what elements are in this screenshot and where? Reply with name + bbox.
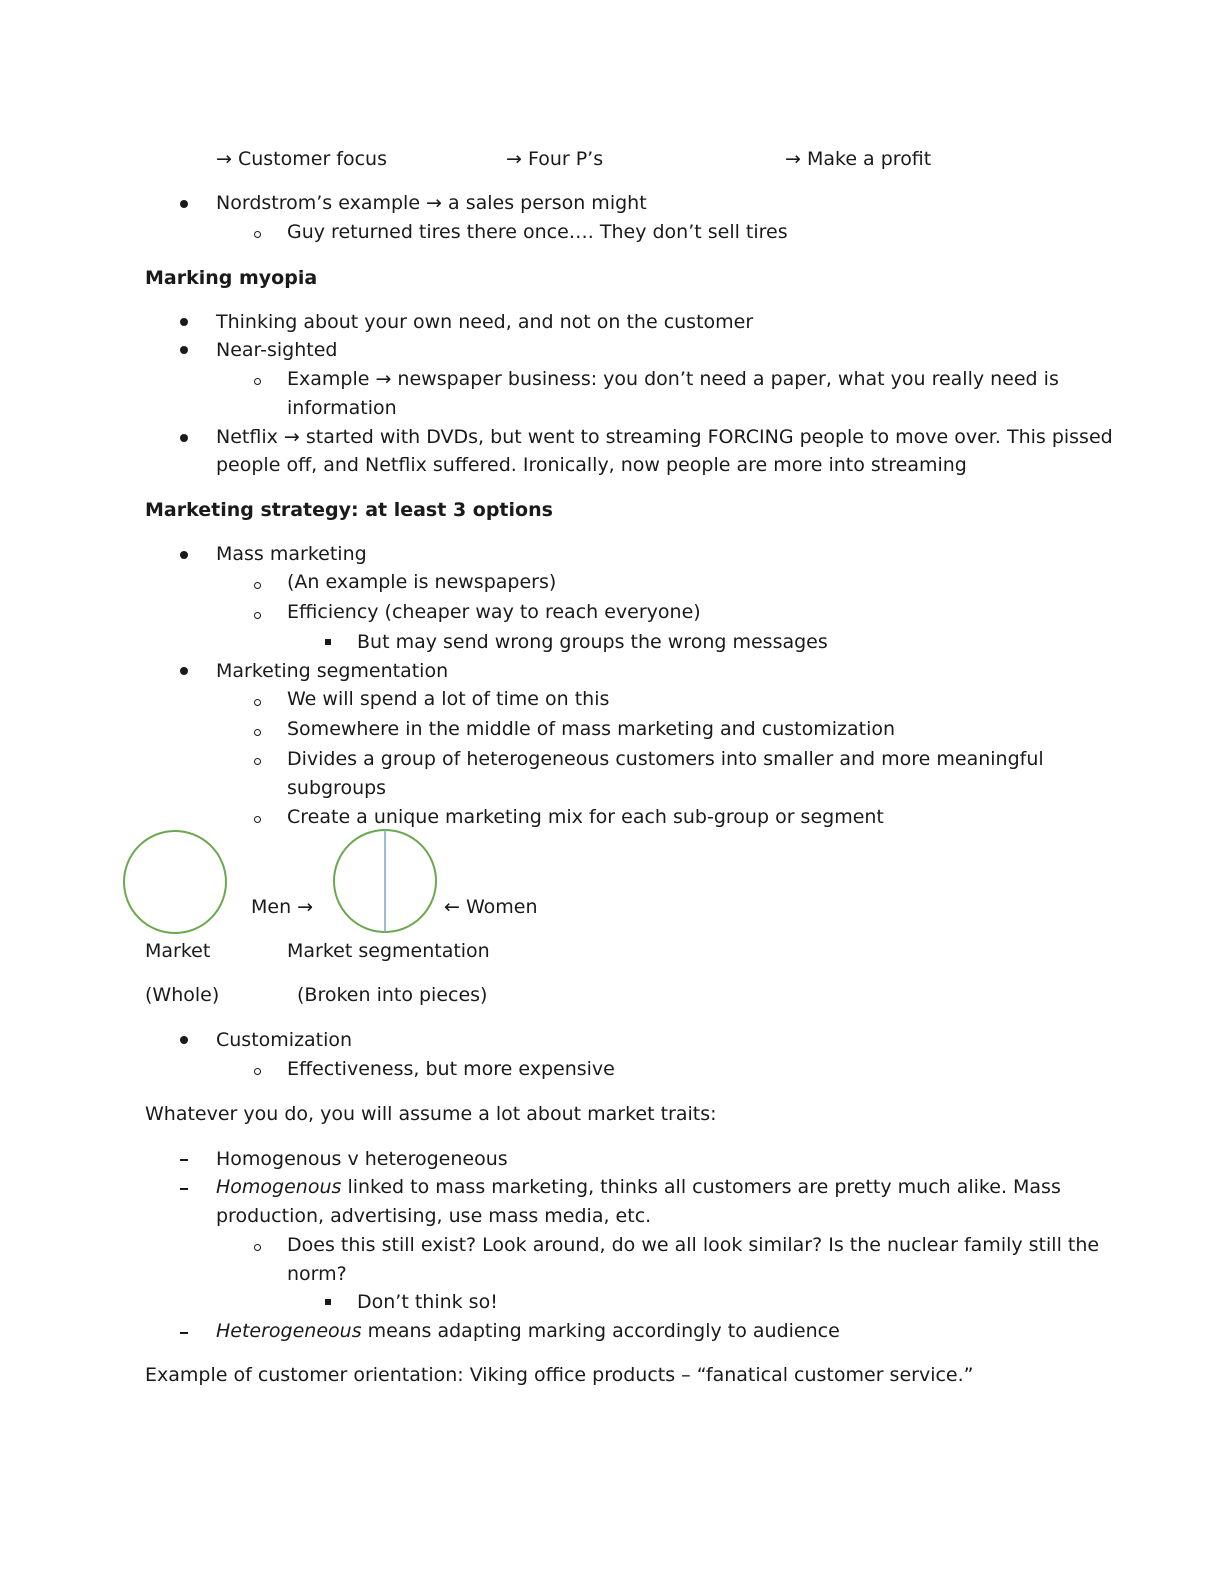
example-line: Example of customer orientation: Viking office products – “fanatical customer service.” [145,1364,974,1386]
women-label: ← Women [444,896,538,918]
header-four-ps: → Four P’s [506,148,604,170]
traits-d1: Homogenous v heterogeneous [216,1148,508,1170]
dash-bullet-icon [180,1188,188,1190]
strategy-seg: Marketing segmentation [216,660,449,682]
dash-bullet-icon [180,1332,188,1334]
nordstrom-bullet: Nordstrom’s example → a sales person might [216,192,647,214]
circle-bullet-icon [254,1068,261,1075]
traits-intro: Whatever you do, you will assume a lot about market traits: [145,1103,717,1125]
strategy-seg-sub4: Create a unique marketing mix for each sub-group or segment [287,806,884,828]
strategy-mass-sub1: (An example is newspapers) [287,571,557,593]
myopia-heading: Marking myopia [145,267,318,289]
custom-bullet: Customization [216,1029,353,1051]
segmentation-label: Market segmentation [287,940,490,962]
strategy-seg-sub3-l1: Divides a group of heterogeneous customers into smaller and more meaningful [287,748,1044,770]
custom-sub: Effectiveness, but more expensive [287,1058,615,1080]
men-label: Men → [251,896,314,918]
traits-d3-rest: means adapting marking accordingly to audience [361,1320,840,1342]
header-customer-focus: → Customer focus [216,148,387,170]
traits-d2-rest: linked to mass marketing, thinks all customers are pretty much alike. Mass [341,1176,1061,1198]
myopia-b3-l2: people off, and Netflix suffered. Ironically, now people are more into streaming [216,454,967,476]
header-make-profit: → Make a profit [785,148,932,170]
myopia-b2: Near-sighted [216,339,338,361]
circle-bullet-icon [254,1244,261,1251]
myopia-b3-l1: Netflix → started with DVDs, but went to streaming FORCING people to move over. This pissed [216,426,1113,448]
broken-label: (Broken into pieces) [297,984,488,1006]
traits-d2-sub-l2: norm? [287,1263,347,1285]
market-whole-circle [124,831,226,933]
bullet-icon [180,1036,188,1044]
traits-d3-italic: Heterogeneous [216,1320,362,1342]
strategy-seg-sub1: We will spend a lot of time on this [287,688,610,710]
traits-d2-l2: production, advertising, use mass media, etc. [216,1205,652,1227]
nordstrom-sub: Guy returned tires there once…. They don’t sell tires [287,221,788,243]
traits-d3 [216,1317,840,1346]
strategy-seg-sub3-l2: subgroups [287,777,387,799]
whole-label: (Whole) [145,984,220,1006]
square-bullet-icon [325,1299,331,1305]
strategy-heading: Marketing strategy: at least 3 options [145,499,553,521]
myopia-b2-sub-l2: information [287,397,397,419]
traits-d2-sub-sub: Don’t think so! [357,1291,498,1313]
dash-bullet-icon [180,1159,188,1161]
myopia-b2-sub-l1: Example → newspaper business: you don’t need a paper, what you really need is [287,368,1059,390]
strategy-mass: Mass marketing [216,543,367,565]
traits-d2-l1 [216,1173,1061,1202]
myopia-b1: Thinking about your own need, and not on the customer [216,311,754,333]
market-label: Market [145,940,211,962]
strategy-mass-sub2: Efficiency (cheaper way to reach everyone) [287,601,701,623]
strategy-seg-sub2: Somewhere in the middle of mass marketing and customization [287,718,896,740]
traits-d2-italic: Homogenous [216,1176,342,1198]
traits-d2-sub-l1: Does this still exist? Look around, do we all look similar? Is the nuclear family still the [287,1234,1100,1256]
strategy-mass-sub2-sub: But may send wrong groups the wrong messages [357,631,828,653]
